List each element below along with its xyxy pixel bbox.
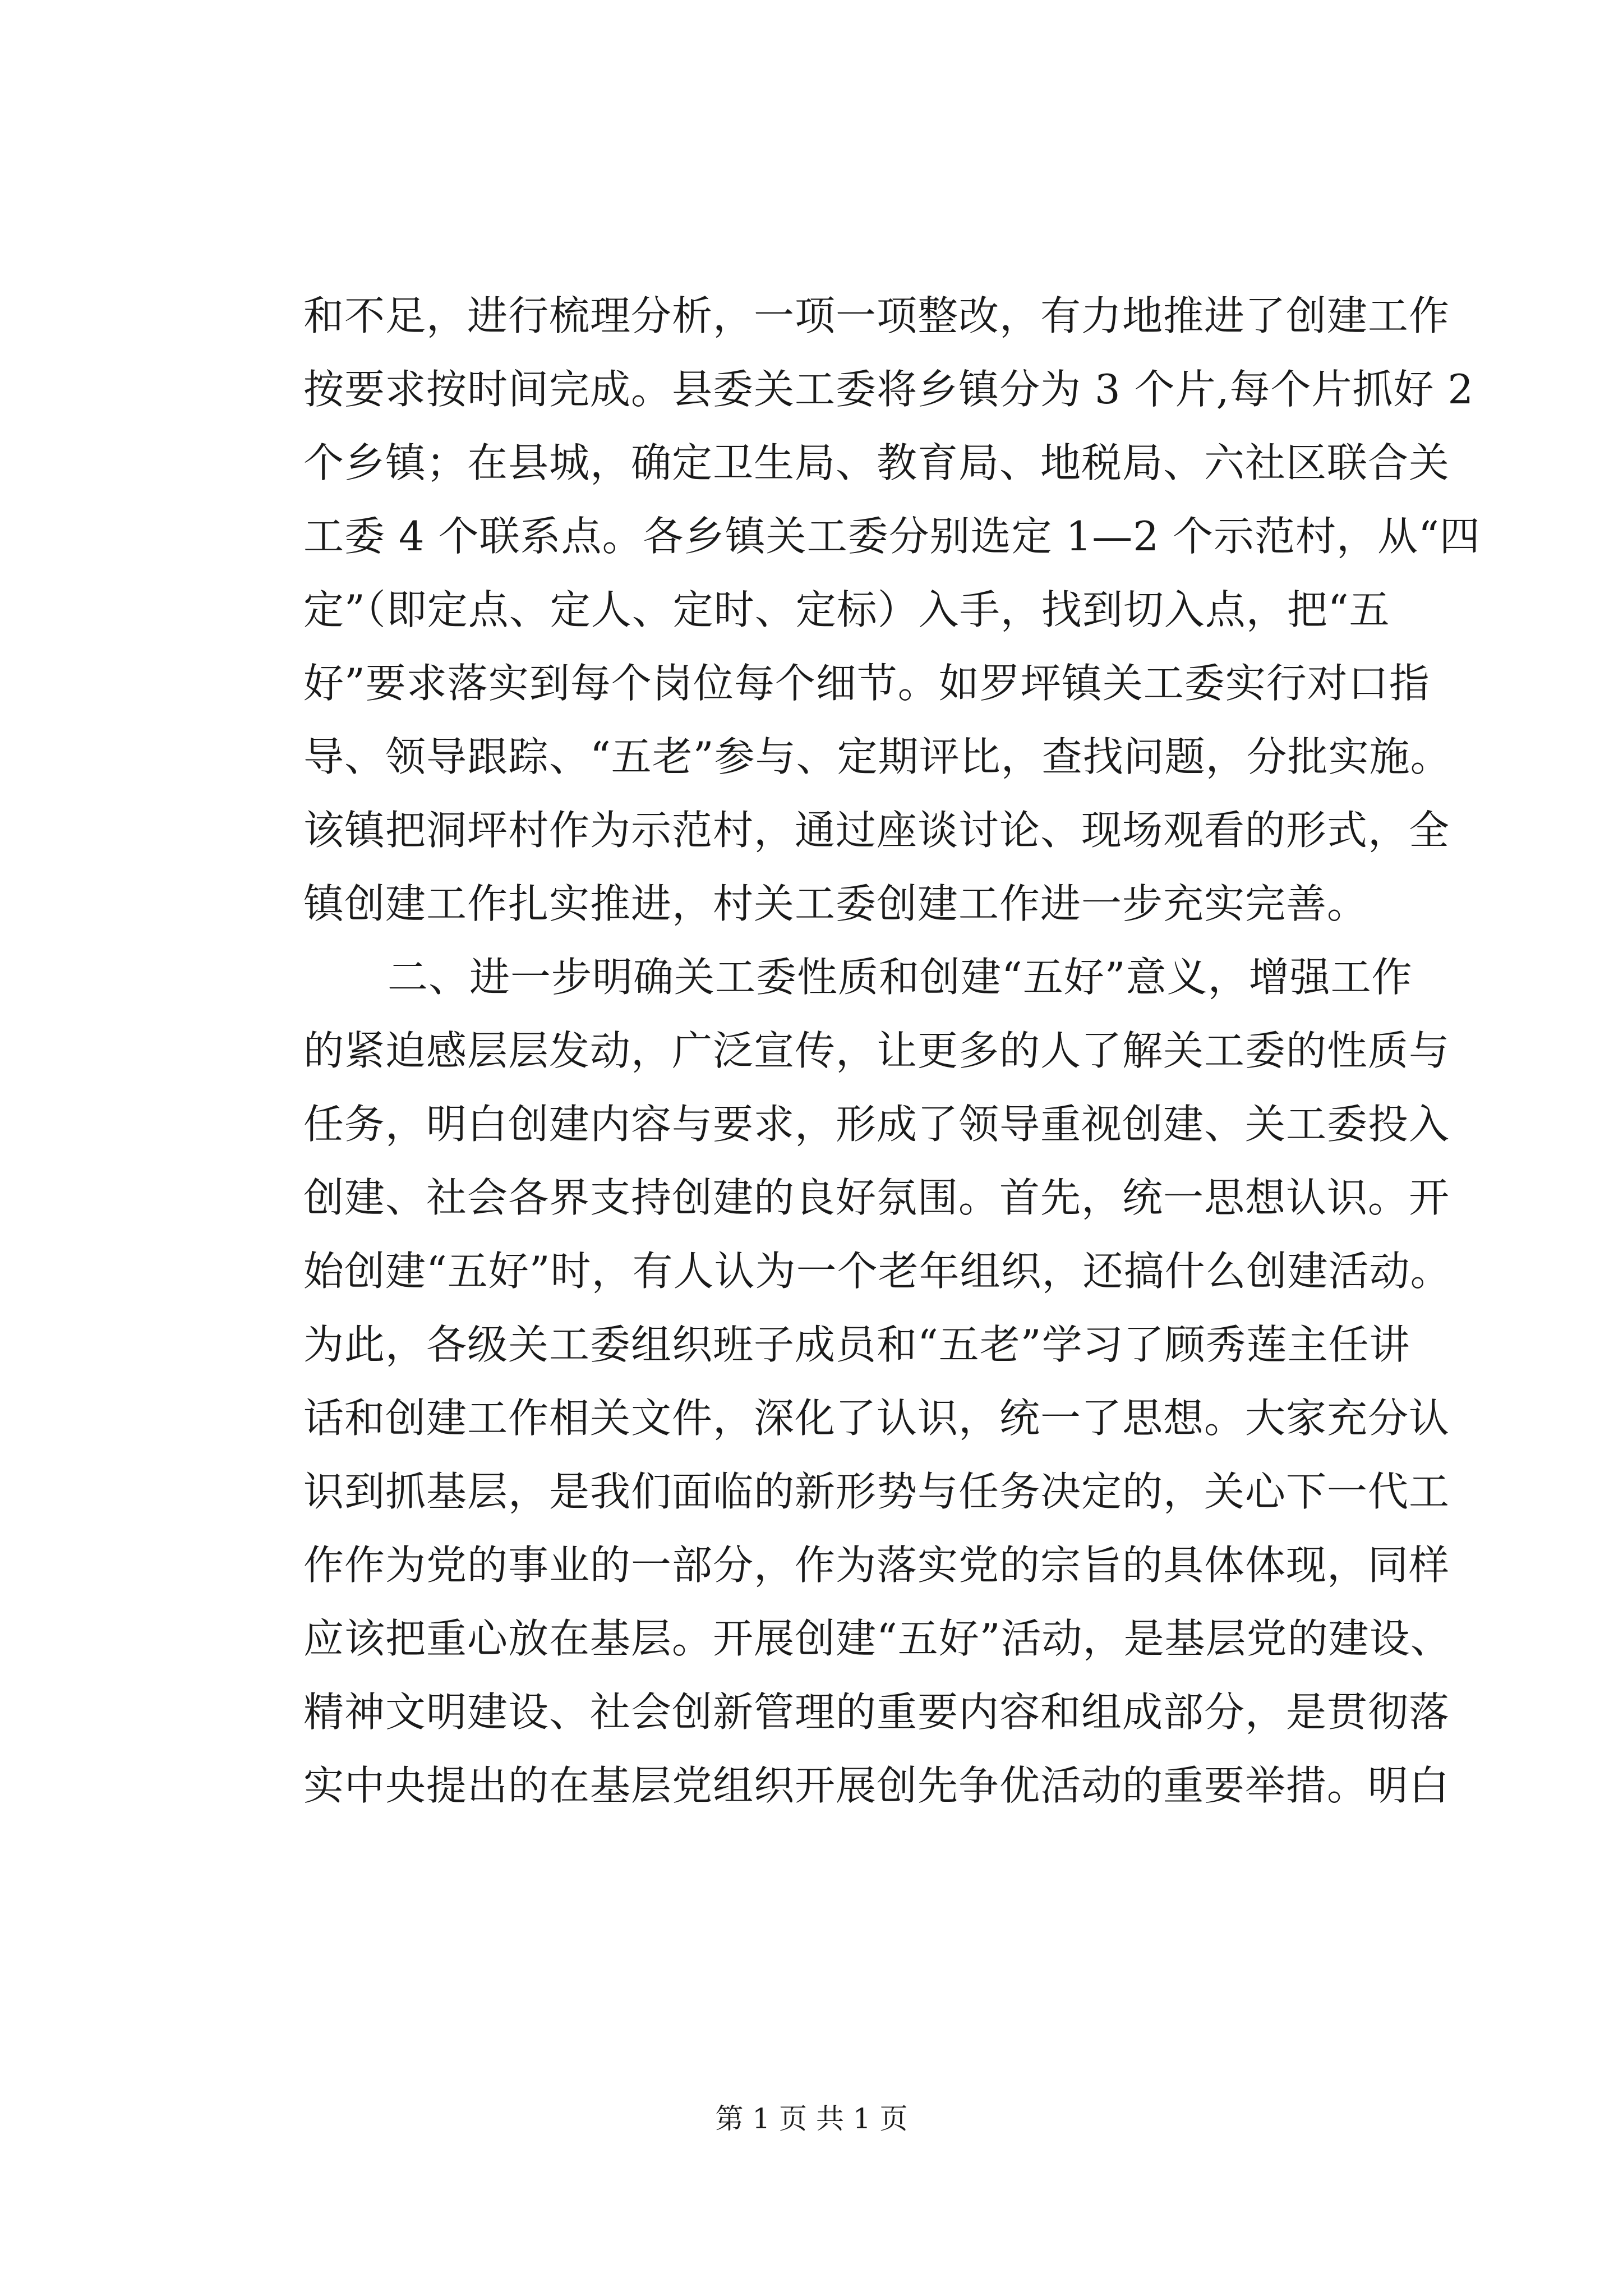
text-line: 工委 4 个联系点。各乡镇关工委分别选定 1—2 个示范村，从“四	[303, 513, 1481, 560]
section-heading-line: 二、进一步明确关工委性质和创建“五好”意义，增强工作	[388, 954, 1413, 1001]
text-line: 始创建“五好”时，有人认为一个老年组织，还搞什么创建活动。	[303, 1248, 1451, 1295]
text-line: 实中央提出的在基层党组织开展创先争优活动的重要举措。明白	[303, 1762, 1450, 1809]
text-line: 为此，各级关工委组织班子成员和“五老”学习了顾秀莲主任讲	[303, 1321, 1410, 1368]
text-line: 应该把重心放在基层。开展创建“五好”活动，是基层党的建设、	[303, 1615, 1451, 1662]
text-line: 作作为党的事业的一部分，作为落实党的宗旨的具体体现，同样	[303, 1542, 1450, 1589]
text-line: 任务，明白创建内容与要求，形成了领导重视创建、关工委投入	[303, 1101, 1450, 1148]
text-line: 精神文明建设、社会创新管理的重要内容和组成部分，是贯彻落	[303, 1688, 1450, 1736]
text-line: 定”（即定点、定人、定时、定标）入手，找到切入点，把“五	[303, 586, 1390, 633]
text-line: 话和创建工作相关文件，深化了认识，统一了思想。大家充分认	[303, 1395, 1450, 1442]
paragraph-end-line: 镇创建工作扎实推进，村关工委创建工作进一步充实完善。	[303, 880, 1368, 927]
text-line: 的紧迫感层层发动，广泛宣传，让更多的人了解关工委的性质与	[303, 1027, 1450, 1074]
text-line: 识到抓基层，是我们面临的新形势与任务决定的，关心下一代工	[303, 1468, 1450, 1515]
text-line: 好”要求落实到每个岗位每个细节。如罗坪镇关工委实行对口指	[303, 660, 1430, 707]
page-footer	[0, 2099, 1623, 2138]
page-number: 第 1 页 共 1 页	[715, 2102, 908, 2135]
text-line: 该镇把洞坪村作为示范村，通过座谈讨论、现场观看的形式，全	[303, 807, 1450, 854]
text-line: 按要求按时间完成。县委关工委将乡镇分为 3 个片,每个片抓好 2	[303, 366, 1474, 413]
text-line: 个乡镇；在县城，确定卫生局、教育局、地税局、六社区联合关	[303, 439, 1450, 486]
text-line: 创建、社会各界支持创建的良好氛围。首先，统一思想认识。开	[303, 1174, 1450, 1221]
body-text	[303, 279, 1481, 1823]
text-line: 导、领导跟踪、“五老”参与、定期评比，查找问题，分批实施。	[303, 733, 1451, 780]
text-line: 和不足，进行梳理分析，一项一项整改，有力地推进了创建工作	[303, 292, 1450, 339]
